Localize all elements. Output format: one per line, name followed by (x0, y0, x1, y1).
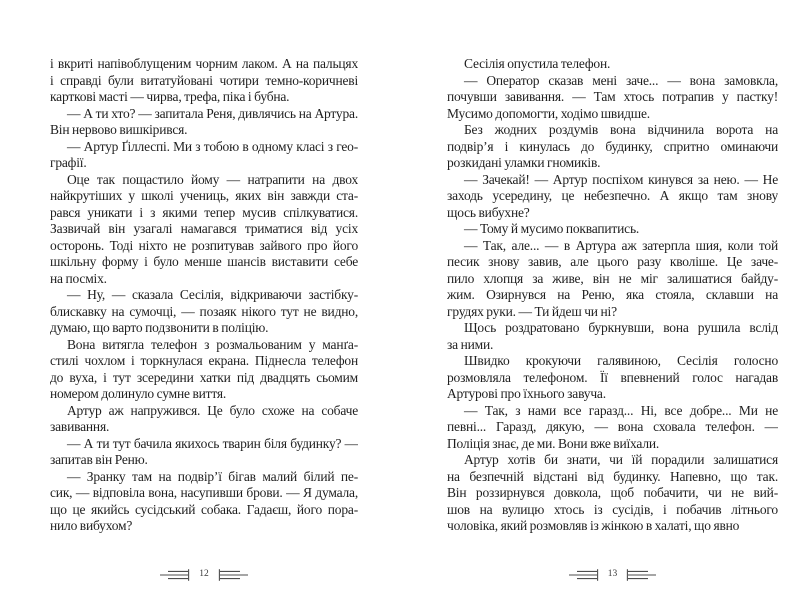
text-line: найкрутіших у школі учениць, яких він завжди ста- (50, 188, 358, 203)
text-line: на посміх. (50, 270, 107, 286)
folio-ornament-right-icon (215, 568, 248, 582)
text-line: рався уникати і з якими тепер мусив спілкуватися. (50, 204, 358, 220)
paragraph (447, 122, 778, 172)
page-number: 12 (199, 569, 209, 580)
text-line: осторонь. Тоді ніхто не розпитував зайвого про його (50, 237, 358, 253)
text-line: Швидко крокуючи галявиною, Сесілія голосно (464, 353, 778, 368)
text-line: — Тому й мусимо поквапитись. (464, 221, 640, 236)
text-line: сик, — відповіла вона, насупивши брови. — Я думала, (50, 485, 358, 500)
text-line: Щось роздратовано буркнувши, вона рушила вслід (464, 320, 778, 335)
text-line: щось вибухне? (447, 204, 530, 220)
text-line: Мусимо допомогти, ходімо швидше. (447, 105, 650, 121)
paragraph (447, 403, 778, 453)
text-line: певні... Гаразд, дякую, — вона сховала телефон. — (447, 419, 778, 434)
page-number: 13 (607, 569, 618, 580)
text-line: за ними. (447, 336, 494, 352)
paragraph (50, 403, 358, 436)
text-line: — Зачекай! — Артур поспіхом кинувся за нею. — Не (464, 171, 778, 187)
text-line: Артурові про їхнього завуча. (447, 386, 606, 401)
paragraph (50, 337, 358, 403)
text-line: Він нервово вишкірився. (50, 122, 188, 137)
text-line: подвір’я і кинулась до будинку, спритно оминаючи (447, 138, 778, 154)
text-line: заходь усередину, це небезпечно. А якщо там знову (447, 188, 778, 203)
paragraph (447, 73, 778, 123)
text-line: Вона витягла телефон з розмальованим у манґа- (67, 336, 358, 352)
text-line: до вуха, і тут зсередини хатки під двадцять сьомим (50, 369, 358, 385)
text-line: Зазвичай він узагалі намагався триматися від усіх (50, 221, 358, 236)
text-line: блискавку на сумочці, — позаяк нікого тут не видно, (50, 303, 358, 319)
text-line: песик знову завив, але цього разу кволіше. Це заче- (447, 254, 778, 269)
paragraph (447, 353, 778, 403)
text-line: — Оператор сказав мені заче... — вона замовкла, (464, 72, 778, 88)
text-line: — Зранку там на подвір’ї бігав малий білий пе- (67, 468, 358, 484)
paragraph (447, 221, 778, 238)
text-line: Сесілія опустила телефон. (464, 56, 611, 71)
text-line: нило вибухом? (50, 518, 133, 533)
text-line: жим. Озирнувся на Реню, яка стояла, склавши на (447, 287, 778, 302)
text-line: — Так, але... — в Артура аж затерпла шия, коли той (464, 237, 778, 253)
text-line: запитав він Реню. (50, 452, 148, 467)
paragraph (50, 287, 358, 337)
paragraph (447, 238, 778, 321)
page-right-text (447, 56, 778, 535)
text-line: що це якийсь сусідський собака. Гадаєш, його пора- (50, 501, 358, 517)
text-line: Він роззирнувся довкола, щоб побачити, чи не вий- (447, 485, 778, 500)
text-line: і справді були витатуйовані чотири темно-коричневі (50, 72, 358, 88)
text-line: почувши завивання. — Там хтось потрапив у пастку! (447, 89, 778, 104)
paragraph (50, 436, 358, 469)
paragraph (50, 469, 358, 535)
text-line: Артур аж напружився. Це було схоже на собаче (67, 402, 358, 418)
text-line: — Так, з нами все гаразд... Ні, все добре... Ми не (464, 402, 778, 418)
folio-ornament-right-icon (623, 568, 656, 582)
text-line: — Ну, — сказала Сесілія, відкриваючи застібку- (67, 287, 358, 302)
text-line: на безпечній відстані від будинку. Напевно, що так. (447, 468, 778, 484)
text-line: завивання. (50, 419, 110, 434)
text-line: шкільну форму і було менше шансів виставити себе (50, 254, 358, 269)
text-line: чоловіка, який розмовляв із жінкою в халаті, що явно (447, 518, 740, 533)
text-line: думаю, що варто подзвонити в поліцію. (50, 320, 269, 335)
paragraph (50, 139, 358, 172)
text-line: — А ти тут бачила якихось тварин біля будинку? — (67, 435, 358, 451)
text-line: стилі чохлом і торкнулася екрана. Піднесла телефон (50, 353, 358, 368)
page-left-footer (50, 567, 358, 583)
paragraph (50, 172, 358, 288)
text-line: шов на вулицю хтось із сусідів, і побачив літнього (447, 501, 778, 517)
folio-ornament-left-icon (569, 568, 602, 582)
text-line: Артур хотів би знати, чи їй порадили залишатися (464, 452, 778, 467)
text-line: розкидані уламки гномиків. (447, 155, 601, 170)
folio-ornament-left-icon (160, 568, 193, 582)
text-line: карткові масті — чирва, трефа, піка і бубна. (50, 89, 290, 104)
text-line: — А ти хто? — запитала Реня, дивлячись на Артура. (67, 105, 358, 121)
text-line: Поліція знає, де ми. Вони вже виїхали. (447, 435, 660, 451)
text-line: графії. (50, 155, 87, 170)
page-right-footer (447, 567, 778, 583)
paragraph (447, 452, 778, 535)
text-line: номером долинуло сумне виття. (50, 386, 227, 401)
paragraph (447, 56, 778, 73)
text-line: розмовляла телефоном. Її впевнений голос нагадав (447, 369, 778, 385)
text-line: Без жодних роздумів вона відчинила ворота на (464, 122, 778, 137)
paragraph (50, 56, 358, 106)
text-line: Оце так пощастило йому — натрапити на двох (67, 171, 358, 187)
page-left-text (50, 56, 358, 535)
text-line: пило хлопця за живе, він не міг залишатися байду- (447, 270, 778, 286)
text-line: грудях руки. — Ти йдеш чи ні? (447, 303, 617, 319)
paragraph (50, 106, 358, 139)
text-line: і вкриті напівоблущеним чорним лаком. А на пальцях (50, 56, 358, 71)
paragraph (447, 320, 778, 353)
text-line: — Артур Ґіллеспі. Ми з тобою в одному класі з гео- (67, 138, 358, 154)
paragraph (447, 172, 778, 222)
